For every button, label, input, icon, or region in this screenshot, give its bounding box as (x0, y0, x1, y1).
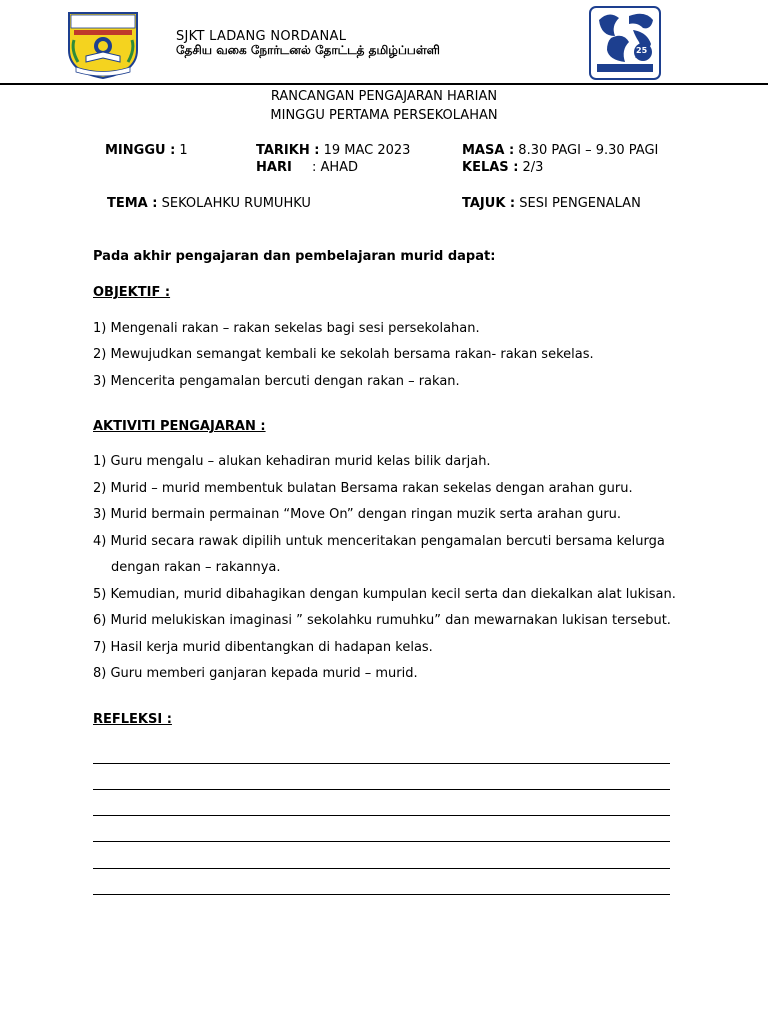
intro-text: Pada akhir pengajaran dan pembelajaran murid dapat: (93, 249, 496, 264)
kelas-label: KELAS : (462, 160, 519, 175)
kelas-value: 2/3 (522, 160, 544, 175)
aktiviti-item-continuation: dengan rakan – rakannya. (111, 560, 281, 575)
refleksi-line (93, 868, 670, 869)
masa-label: MASA : (462, 143, 515, 158)
tarikh-value: 19 MAC 2023 (323, 143, 411, 158)
minggu-field (105, 143, 188, 158)
tajuk-field (462, 196, 641, 211)
hari-value: : AHAD (311, 160, 359, 175)
masa-field (462, 143, 658, 158)
refleksi-line (93, 894, 670, 895)
logo-number: 25 (636, 46, 648, 55)
aktiviti-heading: AKTIVITI PENGAJARAN : (93, 419, 266, 434)
tema-value: SEKOLAHKU RUMUHKU (161, 196, 311, 211)
tema-field (107, 196, 311, 211)
page-subtitle: MINGGU PERTAMA PERSEKOLAHAN (270, 108, 498, 123)
aktiviti-item: 3) Murid bermain permainan “Move On” dengan ringan muzik serta arahan guru. (93, 507, 622, 522)
tajuk-label: TAJUK : (462, 196, 516, 211)
minggu-value: 1 (179, 143, 188, 158)
objektif-heading: OBJEKTIF : (93, 285, 171, 300)
objektif-item: 2) Mewujudkan semangat kembali ke sekolah bersama rakan- rakan sekelas. (93, 347, 594, 362)
tarikh-field (256, 143, 410, 158)
kelas-field (462, 160, 543, 175)
tema-label: TEMA : (107, 196, 158, 211)
masa-value: 8.30 PAGI – 9.30 PAGI (518, 143, 659, 158)
aktiviti-item: 5) Kemudian, murid dibahagikan dengan kumpulan kecil serta dan diekalkan alat lukisan. (93, 587, 676, 602)
page-title: RANCANGAN PENGAJARAN HARIAN (270, 89, 498, 104)
refleksi-line (93, 815, 670, 816)
aktiviti-item: 8) Guru memberi ganjaran kepada murid – murid. (93, 666, 418, 681)
aktiviti-item: 6) Murid melukiskan imaginasi ” sekolahku rumuhku” dan mewarnakan lukisan tersebut. (93, 613, 671, 628)
aktiviti-item: 2) Murid – murid membentuk bulatan Bersama rakan sekelas dengan arahan guru. (93, 481, 633, 496)
aktiviti-item: 7) Hasil kerja murid dibentangkan di hadapan kelas. (93, 640, 433, 655)
objektif-item: 3) Mencerita pengamalan bercuti dengan rakan – rakan. (93, 374, 460, 389)
ministry-25-logo (589, 6, 661, 80)
aktiviti-item: 1) Guru mengalu – alukan kehadiran murid kelas bilik darjah. (93, 454, 491, 469)
hari-label: HARI (256, 160, 292, 175)
school-crest-logo (66, 10, 140, 80)
refleksi-line (93, 789, 670, 790)
tajuk-value: SESI PENGENALAN (519, 196, 641, 211)
school-name: SJKT LADANG NORDANAL (176, 29, 347, 44)
header-divider (0, 83, 768, 85)
refleksi-line (93, 763, 670, 764)
school-name-tamil: தேசிய வகை நோர்டனல் தோட்டத் தமிழ்ப்பள்ளி (176, 43, 440, 57)
refleksi-heading: REFLEKSI : (93, 712, 172, 727)
aktiviti-item: 4) Murid secara rawak dipilih untuk menceritakan pengamalan bercuti bersama kelurga (93, 534, 665, 549)
objektif-item: 1) Mengenali rakan – rakan sekelas bagi sesi persekolahan. (93, 321, 480, 336)
hari-field (256, 160, 358, 175)
refleksi-line (93, 841, 670, 842)
minggu-label: MINGGU : (105, 143, 176, 158)
tarikh-label: TARIKH : (256, 143, 320, 158)
